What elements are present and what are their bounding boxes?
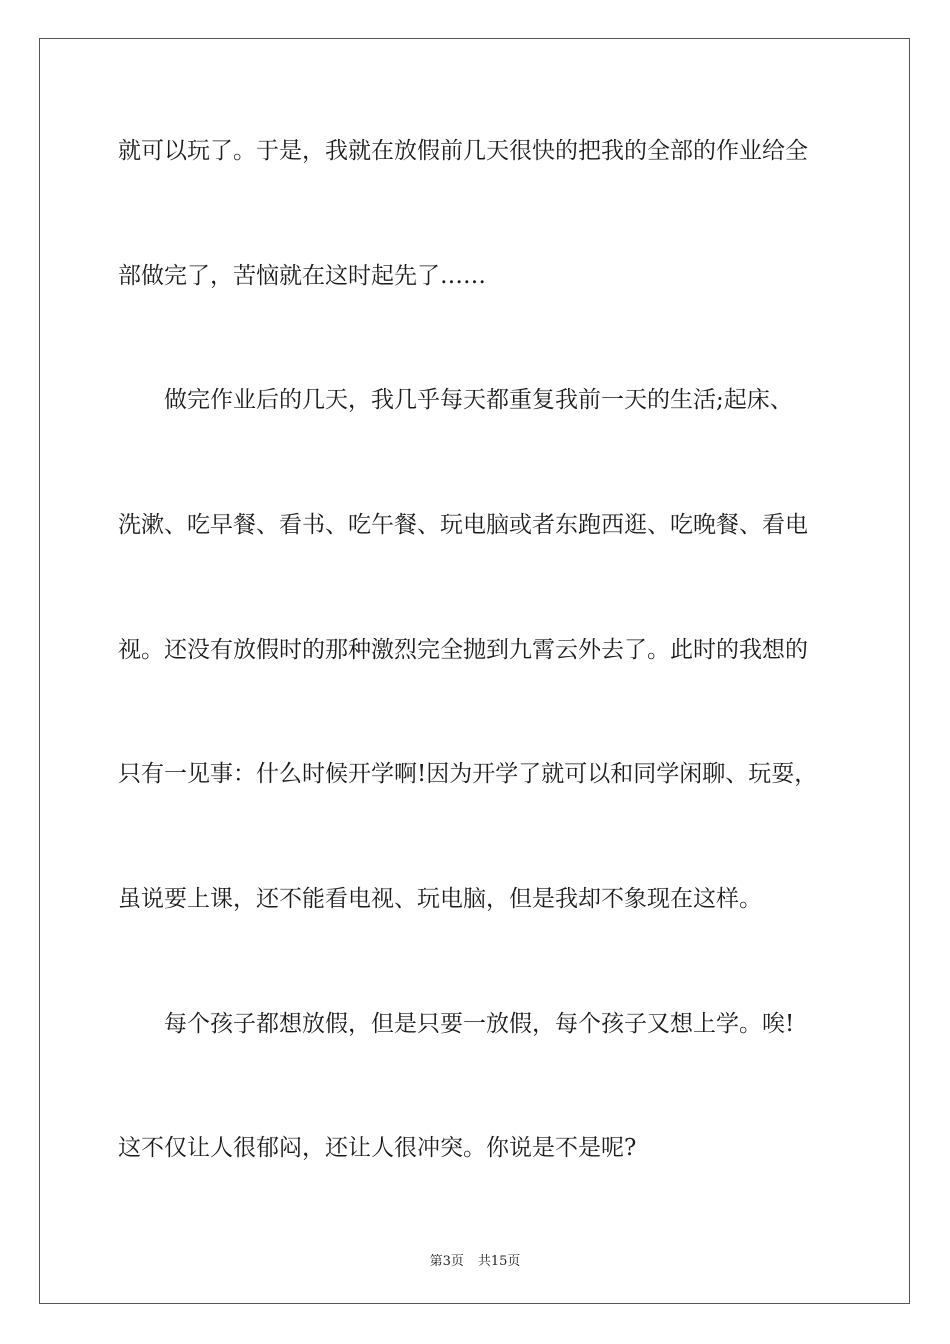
text-line-1: 就可以玩了。于是，我就在放假前几天很快的把我的全部的作业给全	[118, 138, 808, 164]
page-footer	[0, 1250, 950, 1269]
text-line-2: 部做完了，苦恼就在这时起先了……	[118, 263, 486, 289]
text-line-9: 这不仅让人很郁闷，还让人很冲突。你说是不是呢?	[118, 1135, 637, 1161]
page-total: 共15页	[477, 1254, 521, 1269]
page-number: 第3页	[429, 1254, 464, 1269]
text-line-6: 只有一见事：什么时候开学啊!因为开学了就可以和同学闲聊、玩耍，	[118, 761, 818, 787]
text-line-3: 做完作业后的几天，我几乎每天都重复我前一天的生活;起床、	[164, 387, 793, 413]
text-line-4: 洗漱、吃早餐、看书、吃午餐、玩电脑或者东跑西逛、吃晚餐、看电	[118, 512, 808, 538]
page-border	[39, 38, 910, 1304]
text-line-8: 每个孩子都想放假，但是只要一放假，每个孩子又想上学。唉!	[164, 1011, 795, 1037]
text-line-5: 视。还没有放假时的那种激烈完全抛到九霄云外去了。此时的我想的	[118, 637, 808, 663]
text-line-7: 虽说要上课，还不能看电视、玩电脑，但是我却不象现在这样。	[118, 886, 762, 912]
